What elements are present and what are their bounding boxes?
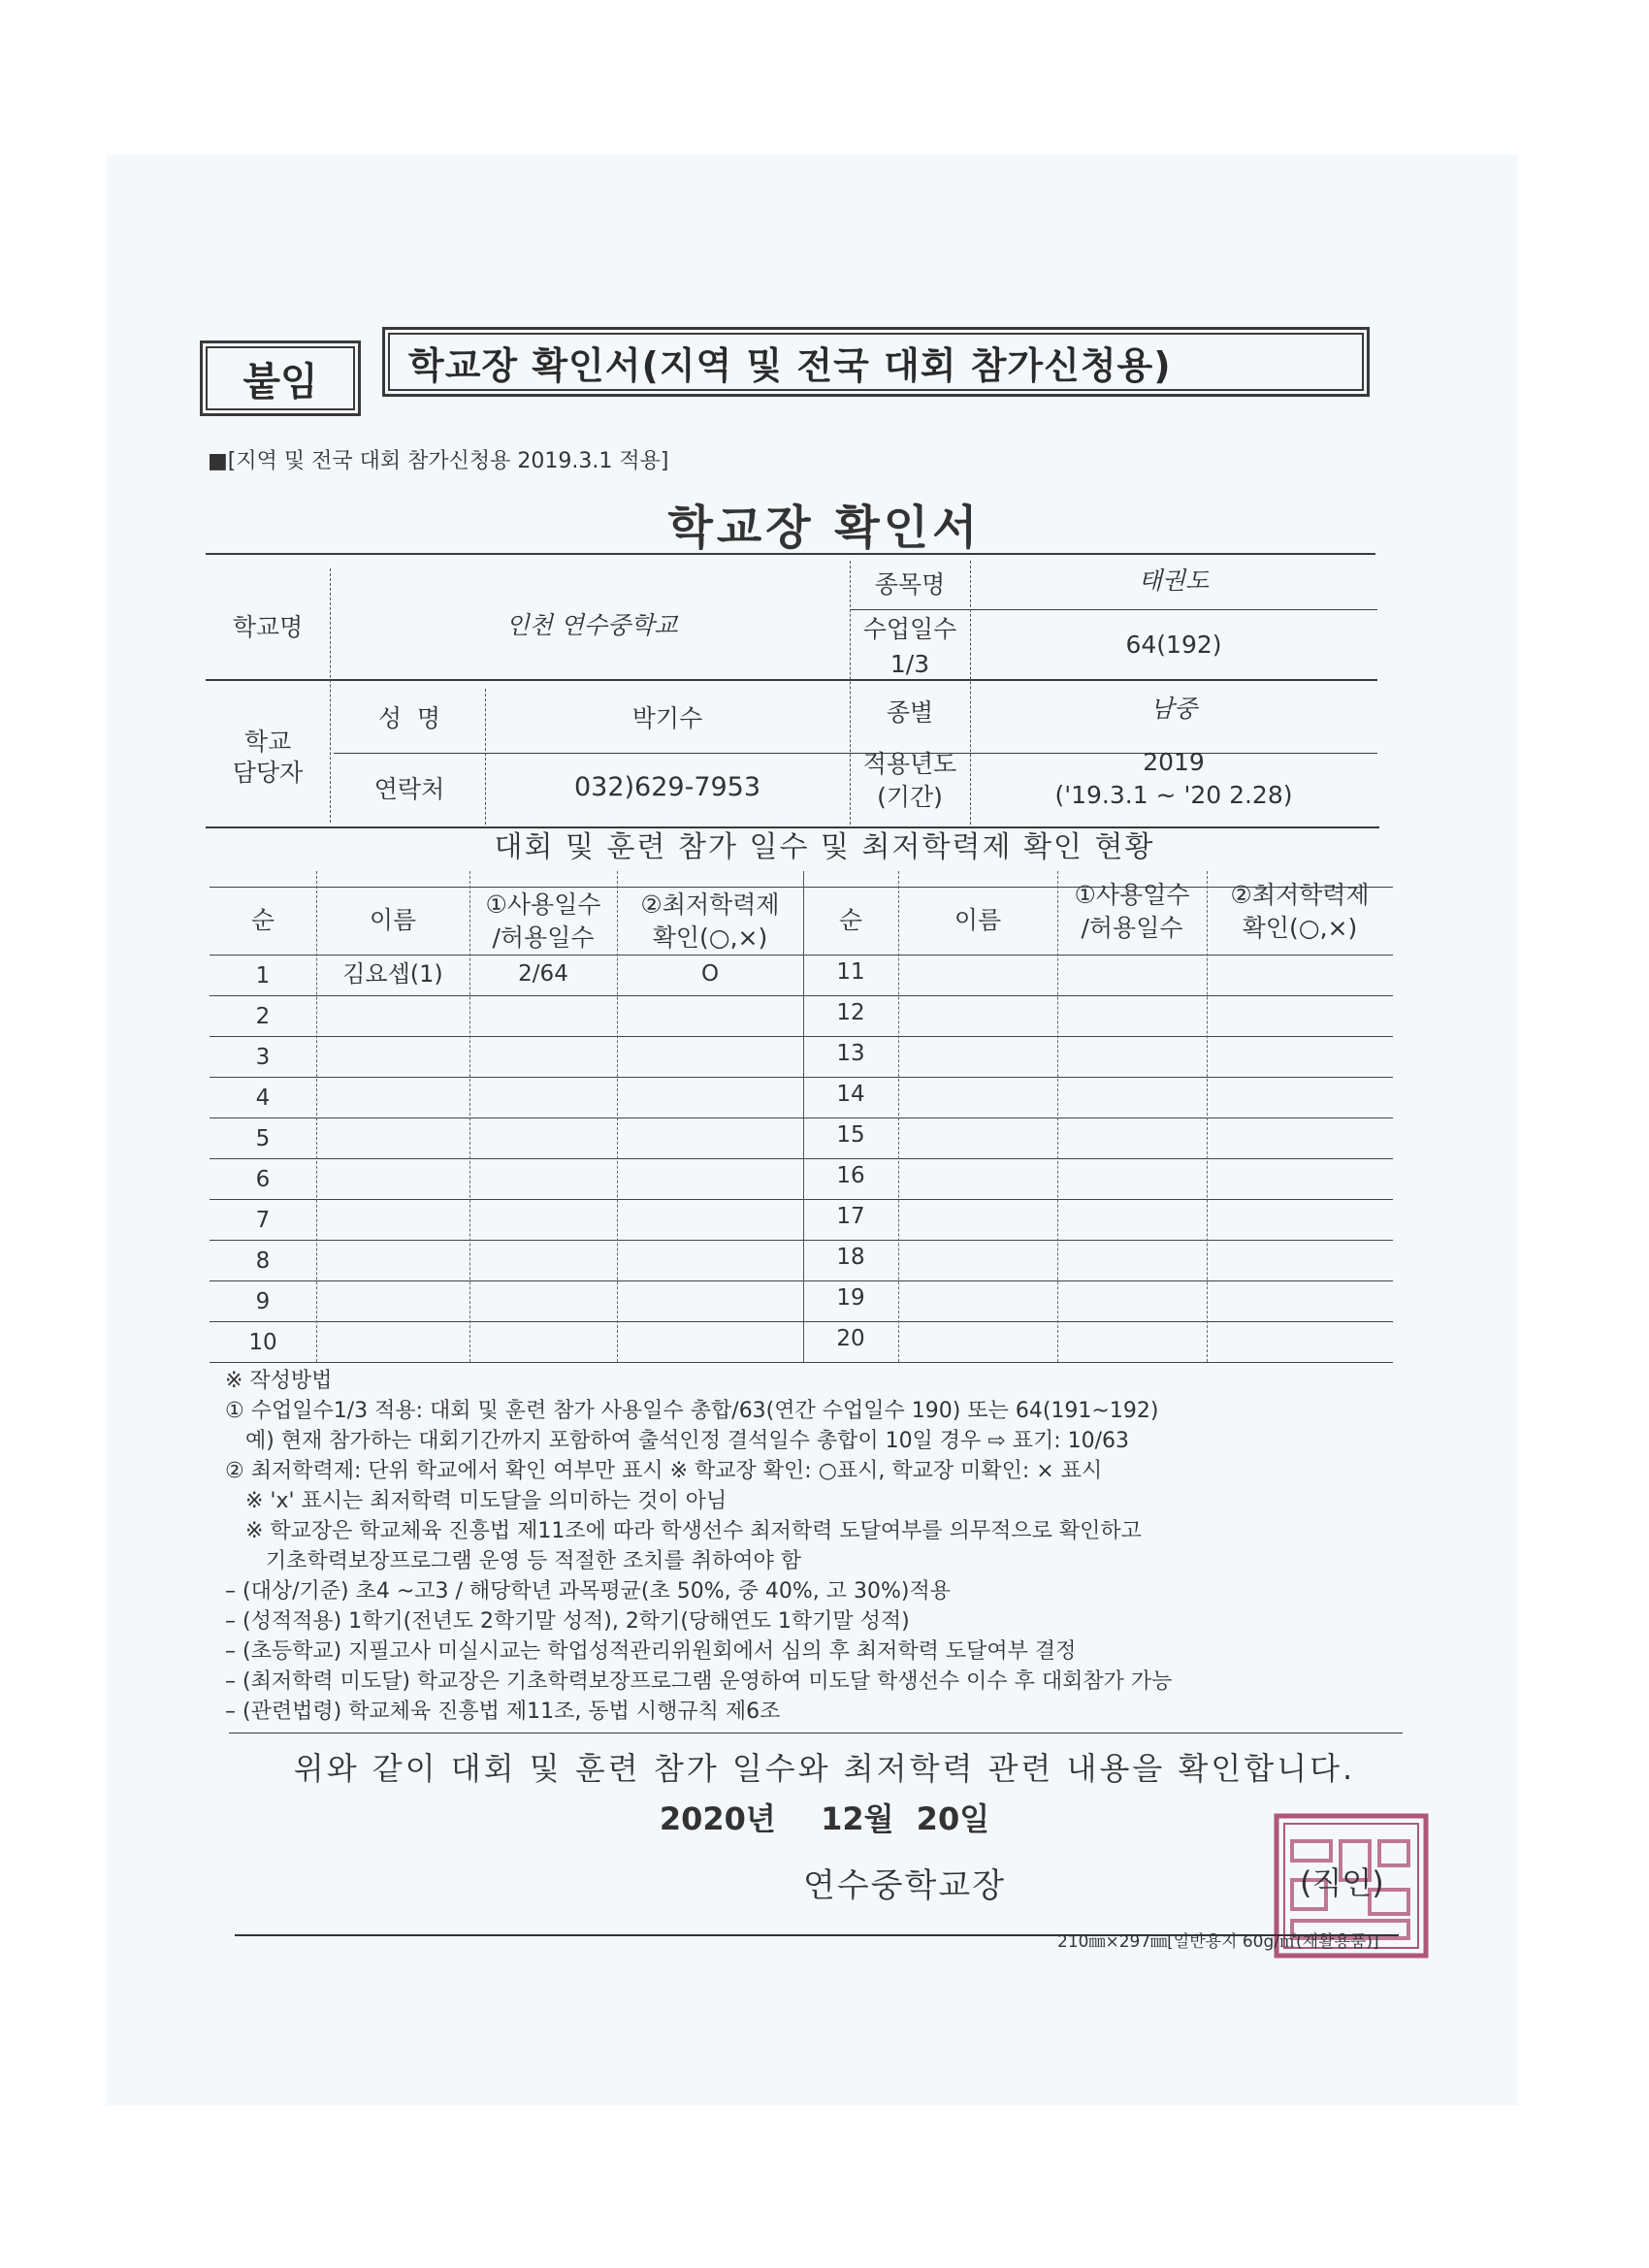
name-label: 성 명 — [377, 704, 441, 733]
table-row-days: 2/64 — [518, 960, 568, 987]
table-row-no: 19 — [836, 1284, 865, 1311]
header-days-left-2: /허용일수 — [492, 923, 595, 953]
table-row-no: 5 — [255, 1125, 271, 1151]
year-label-1: 적용년도 — [862, 750, 957, 779]
table-row-no: 10 — [248, 1329, 277, 1355]
table-row-no: 16 — [836, 1162, 865, 1188]
document-title: 학교장 확인서 — [667, 501, 982, 555]
event-label: 종목명 — [874, 570, 946, 599]
header-days-right-1: ①사용일수 — [1074, 881, 1190, 910]
note-line: ② 최저학력제: 단위 학교에서 확인 여부만 표시 ※ 학교장 확인: ○표시, 학교장 미확인: × 표시 — [225, 1459, 1103, 1483]
note-line: ① 수업일수1/3 적용: 대회 및 훈련 참가 사용일수 총합/63(연간 수업일수 190) 또는 64(191~192) — [225, 1399, 1159, 1423]
table-row-no: 1 — [255, 962, 271, 988]
year-value-2: ('19.3.1 ~ '20 2.28) — [1054, 781, 1293, 810]
school-value: 인천 연수중학교 — [505, 611, 678, 640]
gender-label: 종별 — [886, 698, 934, 728]
table-row-no: 9 — [255, 1288, 271, 1314]
event-value: 태권도 — [1138, 567, 1210, 596]
header-check-left-2: 확인(○,×) — [652, 923, 768, 953]
note-line: ※ 'x' 표시는 최저학력 미도달을 의미하는 것이 아님 — [225, 1489, 728, 1513]
table-row-no: 3 — [255, 1044, 271, 1070]
gender-value: 남중 — [1149, 695, 1198, 724]
note-line: – (대상/기준) 초4 ~고3 / 해당학년 과목평균(초 50%, 중 40%, 고 30%)적용 — [225, 1579, 951, 1604]
header-title: 학교장 확인서(지역 및 전국 대회 참가신청용) — [382, 327, 1370, 397]
header-check-right-2: 확인(○,×) — [1242, 914, 1358, 943]
paper-spec: 210㎜×297㎜[일반용지 60g/㎡(재활용품)] — [1057, 1932, 1379, 1952]
note-line: ※ 작성방법 — [225, 1369, 333, 1393]
name-value: 박기수 — [631, 704, 703, 733]
seal-text: (직인) — [1300, 1864, 1384, 1901]
manager-label-2: 담당자 — [232, 759, 304, 788]
table-row-no: 4 — [255, 1085, 271, 1111]
year-label-2: (기간) — [877, 783, 943, 812]
signer: 연수중학교장 — [803, 1866, 1007, 1905]
note-line: ※ 학교장은 학교체육 진흥법 제11조에 따라 학생선수 최저학력 도달여부를 의무적으로 확인하고 — [225, 1519, 1142, 1543]
school-label: 학교명 — [232, 613, 304, 642]
manager-label-1: 학교 — [243, 728, 292, 757]
note-line: – (최저학력 미도달) 학교장은 기초학력보장프로그램 운영하여 미도달 학생선수 이수 후 대회참가 가능 — [225, 1669, 1173, 1694]
confirmation-text: 위와 같이 대회 및 훈련 참가 일수와 최저학력 관련 내용을 확인합니다. — [293, 1750, 1356, 1787]
table-row-no: 2 — [255, 1003, 271, 1029]
table-row-no: 18 — [836, 1244, 865, 1270]
table-row-no: 13 — [836, 1040, 865, 1066]
table-row-check: O — [700, 960, 720, 987]
subtitle: ■[지역 및 전국 대회 참가신청용 2019.3.1 적용] — [208, 449, 669, 473]
table-row-no: 14 — [836, 1081, 865, 1107]
note-line: 예) 현재 참가하는 대회기간까지 포함하여 출석인정 결석일수 총합이 10일 경우 ⇨ 표기: 10/63 — [225, 1429, 1130, 1453]
table-row-no: 17 — [836, 1203, 865, 1229]
header — [200, 327, 1375, 416]
days-value: 64(192) — [1125, 631, 1222, 660]
table-row-no: 15 — [836, 1121, 865, 1148]
header-check-left-1: ②최저학력제 — [640, 891, 780, 920]
table-row-name: 김요셉(1) — [342, 960, 443, 988]
header-days-left-1: ①사용일수 — [485, 891, 601, 920]
attachment-label: 붙임 — [200, 340, 361, 416]
header-name-right: 이름 — [954, 906, 1002, 935]
instructions — [225, 1366, 1408, 1727]
days-label-2: 1/3 — [889, 650, 930, 679]
table-row-no: 11 — [836, 958, 865, 985]
contact-label: 연락처 — [373, 775, 445, 804]
note-line: – (성적적용) 1학기(전년도 2학기말 성적), 2학기(당해연도 1학기말 성적) — [225, 1609, 910, 1634]
table-row-no: 8 — [255, 1247, 271, 1274]
table-row-no: 12 — [836, 999, 865, 1025]
header-days-right-2: /허용일수 — [1081, 914, 1183, 943]
header-no-right: 순 — [838, 906, 863, 935]
note-line: 기초학력보장프로그램 운영 등 적절한 조치를 취하여야 함 — [225, 1549, 801, 1573]
section-title: 대회 및 훈련 참가 일수 및 최저학력제 확인 현황 — [494, 830, 1155, 864]
note-line: – (관련법령) 학교체육 진흥법 제11조, 동법 시행규칙 제6조 — [225, 1700, 781, 1724]
table-row-no: 7 — [255, 1207, 271, 1233]
header-no-left: 순 — [250, 906, 275, 935]
table-row-no: 6 — [255, 1166, 271, 1192]
header-check-right-1: ②최저학력제 — [1230, 881, 1370, 910]
contact-value: 032)629-7953 — [573, 772, 761, 803]
table-row-no: 20 — [836, 1325, 865, 1351]
year-value-1: 2019 — [1143, 748, 1205, 777]
issue-date: 2020년 12월 20일 — [659, 1800, 990, 1837]
note-line: – (초등학교) 지필고사 미실시교는 학업성적관리위원회에서 심의 후 최저학력 도달여부 결정 — [225, 1639, 1077, 1664]
days-label-1: 수업일수 — [862, 615, 957, 644]
header-name-left: 이름 — [369, 906, 417, 935]
